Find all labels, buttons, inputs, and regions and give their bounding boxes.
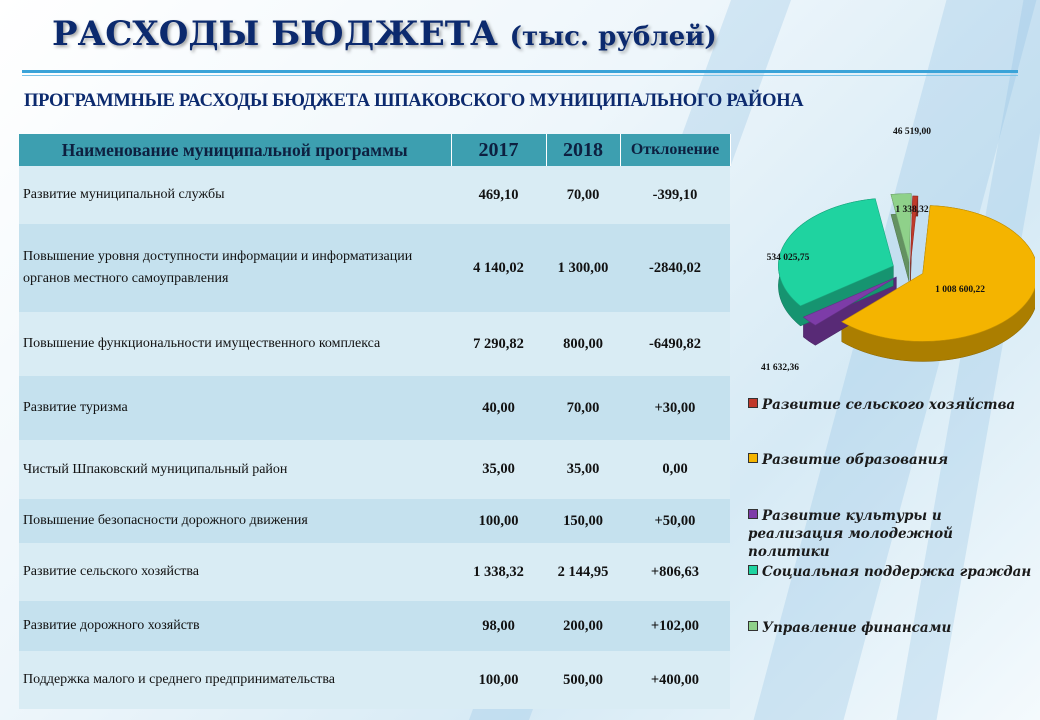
- value-2017: 469,10: [451, 166, 546, 224]
- table-row: [19, 440, 730, 499]
- deviation: 0,00: [620, 440, 730, 499]
- value-2018: 800,00: [546, 312, 620, 376]
- program-name: Поддержка малого и среднего предпринимательства: [19, 651, 451, 709]
- table-row: [19, 312, 730, 376]
- value-2017: 40,00: [451, 376, 546, 440]
- deviation: -399,10: [620, 166, 730, 224]
- deviation: -2840,02: [620, 224, 730, 312]
- legend-item-finance: [748, 619, 1038, 637]
- table-header-row: [19, 134, 730, 166]
- program-name: Повышение функциональности имущественного комплекса: [19, 312, 451, 376]
- pie-chart: [740, 120, 1035, 390]
- value-2018: 2 144,95: [546, 543, 620, 601]
- title-units: (тыс. рублей): [509, 22, 717, 52]
- legend-label: Развитие образования: [762, 452, 949, 468]
- legend-swatch-culture-icon: [748, 509, 758, 519]
- table-row: [19, 376, 730, 440]
- table-row: [19, 224, 730, 312]
- data-label-slice-social-support: 534 025,75: [766, 253, 810, 263]
- deviation: +102,00: [620, 601, 730, 651]
- value-2018: 1 300,00: [546, 224, 620, 312]
- program-name: Повышение уровня доступности информации и информатизации органов местного самоуправления: [19, 224, 451, 312]
- value-2017: 35,00: [451, 440, 546, 499]
- program-name: Развитие дорожного хозяйств: [19, 601, 451, 651]
- data-label-slice-agriculture: 1 338,32: [895, 205, 929, 215]
- legend-label: Развитие культуры и реализация молодежной политики: [748, 508, 953, 560]
- table-row: [19, 499, 730, 543]
- deviation: +30,00: [620, 376, 730, 440]
- value-2018: 70,00: [546, 166, 620, 224]
- title-main: РАСХОДЫ БЮДЖЕТА: [52, 14, 498, 54]
- legend-swatch-education-icon: [748, 453, 758, 463]
- deviation: +806,63: [620, 543, 730, 601]
- column-header-deviation: Отклонение: [620, 134, 730, 166]
- value-2017: 100,00: [451, 499, 546, 543]
- deviation: -6490,82: [620, 312, 730, 376]
- data-label-slice-culture: 41 632,36: [761, 363, 799, 373]
- program-name: Развитие туризма: [19, 376, 451, 440]
- table-row: [19, 601, 730, 651]
- column-header-2017: 2017: [451, 134, 546, 166]
- data-label-slice-finance: 46 519,00: [893, 127, 931, 137]
- data-label-slice-education: 1 008 600,22: [935, 285, 985, 295]
- value-2018: 150,00: [546, 499, 620, 543]
- legend-item-culture: [748, 507, 1038, 561]
- deviation: +50,00: [620, 499, 730, 543]
- budget-table: [19, 134, 731, 709]
- deviation: +400,00: [620, 651, 730, 709]
- title-divider: [22, 70, 1018, 73]
- value-2017: 7 290,82: [451, 312, 546, 376]
- value-2017: 4 140,02: [451, 224, 546, 312]
- value-2018: 200,00: [546, 601, 620, 651]
- value-2017: 1 338,32: [451, 543, 546, 601]
- program-name: Повышение безопасности дорожного движения: [19, 499, 451, 543]
- value-2017: 98,00: [451, 601, 546, 651]
- page-title: [52, 14, 717, 54]
- legend-item-social-support: [748, 563, 1038, 581]
- value-2017: 100,00: [451, 651, 546, 709]
- legend-item-agriculture: [748, 396, 1038, 414]
- column-header-2018: 2018: [546, 134, 620, 166]
- program-name: Чистый Шпаковский муниципальный район: [19, 440, 451, 499]
- value-2018: 70,00: [546, 376, 620, 440]
- page-subtitle: ПРОГРАММНЫЕ РАСХОДЫ БЮДЖЕТА ШПАКОВСКОГО МУНИЦИПАЛЬНОГО РАЙОНА: [24, 91, 804, 111]
- value-2018: 35,00: [546, 440, 620, 499]
- legend-swatch-finance-icon: [748, 621, 758, 631]
- legend-label: Управление финансами: [762, 620, 952, 636]
- legend-swatch-social-icon: [748, 565, 758, 575]
- column-header-name: Наименование муниципальной программы: [19, 134, 451, 166]
- program-name: Развитие сельского хозяйства: [19, 543, 451, 601]
- legend-swatch-agriculture-icon: [748, 398, 758, 408]
- program-name: Развитие муниципальной службы: [19, 166, 451, 224]
- table-row: [19, 543, 730, 601]
- legend-label: Развитие сельского хозяйства: [762, 397, 1016, 413]
- table-row: [19, 166, 730, 224]
- value-2018: 500,00: [546, 651, 620, 709]
- title-divider-thin: [22, 75, 1018, 76]
- legend-label: Социальная поддержка граждан: [762, 564, 1032, 580]
- legend-item-education: [748, 451, 1038, 469]
- table-row: [19, 651, 730, 709]
